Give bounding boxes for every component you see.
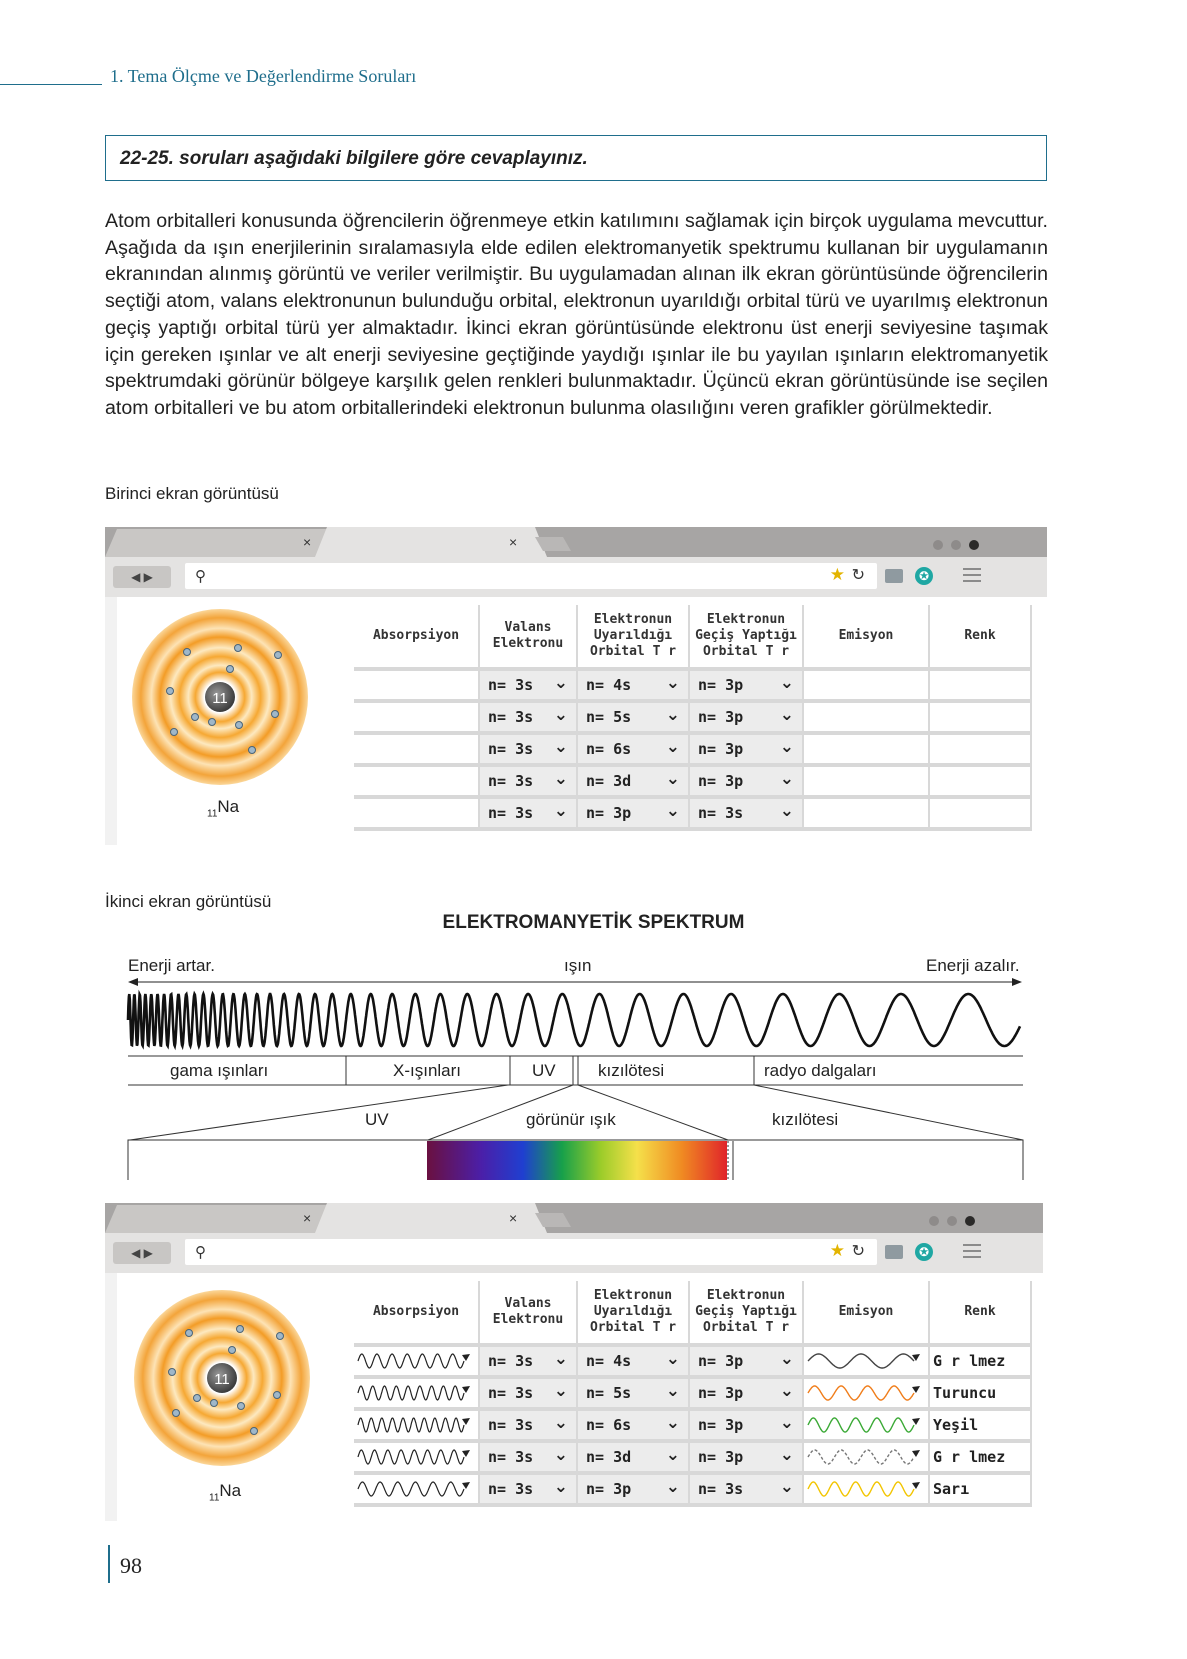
- page-number: 98: [120, 1553, 142, 1578]
- table-header: Emisyon: [804, 1281, 930, 1347]
- valence-select[interactable]: n= 3s ⌄: [480, 1475, 578, 1507]
- electron: [238, 1403, 245, 1410]
- valence-select[interactable]: n= 3s ⌄: [480, 1379, 578, 1411]
- browser-window-first: [105, 527, 1047, 845]
- address-input[interactable]: [185, 1239, 877, 1265]
- excited-orbital-select[interactable]: n= 3d ⌄: [578, 1443, 690, 1475]
- table-header: Absorpsiyon: [354, 605, 480, 671]
- window-dot[interactable]: [933, 540, 943, 550]
- excited-orbital-select[interactable]: n= 3d ⌄: [578, 767, 690, 799]
- table-header: Emisyon: [804, 605, 930, 671]
- table-header: Elektronun Geçiş Yaptığı Orbital T r: [690, 605, 804, 671]
- emission-cell[interactable]: [804, 799, 930, 831]
- electron: [249, 747, 256, 754]
- transition-orbital-select[interactable]: n= 3p ⌄: [690, 671, 804, 703]
- band-label-gamma: gama ışınları: [170, 1061, 269, 1080]
- content-side-strip: [105, 1273, 117, 1521]
- sodium-atom-model: [130, 607, 310, 787]
- zoom-label-visible: görünür ışık: [526, 1110, 616, 1129]
- search-icon: ⚲: [195, 568, 206, 585]
- page-header-title: 1. Tema Ölçme ve Değerlendirme Soruları: [110, 66, 417, 86]
- address-toolbar: [105, 1233, 1043, 1273]
- window-controls[interactable]: [925, 537, 979, 555]
- nucleus-label: 11: [212, 690, 228, 707]
- energy-arrow-right-head: [1012, 978, 1022, 986]
- tab-close-icon[interactable]: ×: [509, 534, 518, 550]
- content-side-strip: [105, 597, 117, 845]
- table-header: Elektronun Geçiş Yaptığı Orbital T r: [690, 1281, 804, 1347]
- electron: [194, 1395, 201, 1402]
- transition-orbital-select[interactable]: n= 3p ⌄: [690, 1347, 804, 1379]
- question-box-text: 22-25. soruları aşağıdaki bilgilere göre cevaplayınız.: [120, 148, 588, 169]
- extension-badge-icon[interactable]: ✪: [915, 1243, 933, 1261]
- color-cell[interactable]: [930, 799, 1032, 831]
- electron: [209, 719, 216, 726]
- zoom-label-uv: UV: [365, 1110, 389, 1129]
- transition-orbital-select[interactable]: n= 3p ⌄: [690, 767, 804, 799]
- header-rule: [0, 84, 102, 85]
- valence-select[interactable]: n= 3s ⌄: [480, 735, 578, 767]
- transition-orbital-select[interactable]: n= 3s ⌄: [690, 1475, 804, 1507]
- electron: [169, 1369, 176, 1376]
- zoom-line: [130, 1085, 508, 1140]
- band-label-uv: UV: [532, 1061, 556, 1080]
- excited-orbital-select[interactable]: n= 6s ⌄: [578, 1411, 690, 1443]
- search-icon: ⚲: [195, 1244, 206, 1261]
- table-header: Renk: [930, 605, 1032, 671]
- transition-orbital-select[interactable]: n= 3p ⌄: [690, 735, 804, 767]
- transition-orbital-select[interactable]: n= 3p ⌄: [690, 1443, 804, 1475]
- color-cell: Yeşil: [930, 1411, 1032, 1443]
- emission-cell: [804, 1379, 930, 1411]
- energy-arrow-left-head: [128, 978, 138, 986]
- absorption-cell: [354, 1475, 480, 1507]
- color-cell[interactable]: [930, 735, 1032, 767]
- table-header: Valans Elektronu: [480, 605, 578, 671]
- electron: [192, 714, 199, 721]
- absorption-wave: [356, 1351, 474, 1371]
- electron: [275, 652, 282, 659]
- window-dot[interactable]: [965, 1216, 975, 1226]
- table-header: Elektronun Uyarıldığı Orbital T r: [578, 1281, 690, 1347]
- excited-orbital-select[interactable]: n= 4s ⌄: [578, 671, 690, 703]
- energy-decreases-label: Enerji azalır.: [926, 956, 1020, 975]
- reload-icon[interactable]: ↻: [851, 567, 865, 584]
- address-toolbar: [105, 557, 1047, 597]
- table-row: [354, 1475, 1032, 1507]
- electron: [237, 1326, 244, 1333]
- emission-wave: [806, 1383, 924, 1403]
- transition-orbital-select[interactable]: n= 3p ⌄: [690, 1411, 804, 1443]
- emission-cell: [804, 1475, 930, 1507]
- zoom-label-infrared: kızılötesi: [772, 1110, 839, 1129]
- back-forward-buttons[interactable]: ◀ ▶: [113, 566, 171, 588]
- window-dot[interactable]: [951, 540, 961, 550]
- electron: [173, 1410, 180, 1417]
- electron: [167, 688, 174, 695]
- absorption-cell[interactable]: [354, 735, 480, 767]
- absorption-cell: [354, 1411, 480, 1443]
- caption-second-screen: İkinci ekran görüntüsü: [105, 892, 272, 911]
- emission-wave: [806, 1479, 924, 1499]
- reload-icon[interactable]: ↻: [851, 1243, 865, 1260]
- emission-cell: [804, 1411, 930, 1443]
- absorption-cell[interactable]: [354, 703, 480, 735]
- emission-cell: [804, 1443, 930, 1475]
- absorption-cell: [354, 1347, 480, 1379]
- intro-paragraph: Atom orbitalleri konusunda öğrencilerin öğrenmeye etkin katılımını sağlamak için birçok uygulama mevcuttur. Aşağıda da ışın enerjilerinin sıralamasıyla elde edilen elektromanyetik spektrumu kullanan bir uygulamanın ekranından alınmış görüntü ve veriler verilmiştir. Bu uygulamadan alınan ilk ekran görüntüsünde öğrencilerin seçtiği atom, valans elektronunun bulunduğu orbital, elektronun uyarıldığı orbital türü ve uyarılmış elektronun geçiş yaptığı orbital türü yer almaktadır. İkinci ekran görüntüsünde elektronu üst enerji seviyesine taşımak için gereken ışınlar ve alt enerji seviyesine geçtiğinde yaydığı ışınlar ile bu yayılan ışınların elektromanyetik spektrumdaki görünür bölgeye karşılık gelen renkleri bulunmaktadır. Üçüncü ekran görüntüsünde ise seçilen atom orbitalleri ve bu atom orbitallerindeki elektronun bulunma olasılığını veren grafikler görülmektedir.: [105, 210, 1048, 419]
- extension-badge-icon[interactable]: ✪: [915, 567, 933, 585]
- back-forward-buttons[interactable]: ◀ ▶: [113, 1242, 171, 1264]
- app-content: [117, 1273, 1043, 1521]
- question-box: [105, 135, 1047, 181]
- tab-bar: [105, 527, 1047, 557]
- absorption-wave: [356, 1415, 474, 1435]
- window-dot[interactable]: [947, 1216, 957, 1226]
- electron: [211, 1400, 218, 1407]
- emission-wave: [806, 1415, 924, 1435]
- color-cell[interactable]: [930, 767, 1032, 799]
- color-cell: G r lmez: [930, 1443, 1032, 1475]
- spectrum-wave: [128, 994, 1020, 1046]
- page-number-rule: [108, 1545, 110, 1583]
- excited-orbital-select[interactable]: n= 3p ⌄: [578, 1475, 690, 1507]
- electron: [171, 729, 178, 736]
- absorption-wave: [356, 1447, 474, 1467]
- electron: [277, 1333, 284, 1340]
- emission-wave: [806, 1447, 924, 1467]
- valence-select[interactable]: n= 3s ⌄: [480, 1443, 578, 1475]
- valence-select[interactable]: n= 3s ⌄: [480, 1411, 578, 1443]
- menu-icon[interactable]: [963, 1244, 981, 1262]
- color-cell[interactable]: [930, 703, 1032, 735]
- absorption-cell[interactable]: [354, 799, 480, 831]
- tab-close-icon[interactable]: ×: [303, 1210, 312, 1226]
- absorption-wave: [356, 1479, 474, 1499]
- table-header: Elektronun Uyarıldığı Orbital T r: [578, 605, 690, 671]
- address-input[interactable]: [185, 563, 877, 589]
- emission-wave: [806, 1351, 924, 1371]
- valence-select[interactable]: n= 3s ⌄: [480, 1347, 578, 1379]
- emission-cell[interactable]: [804, 767, 930, 799]
- ray-label: ışın: [564, 956, 592, 975]
- browser-window-second: [105, 1203, 1043, 1521]
- excited-orbital-select[interactable]: n= 5s ⌄: [578, 703, 690, 735]
- emission-cell: [804, 1347, 930, 1379]
- electron: [251, 1428, 258, 1435]
- absorption-wave: [356, 1383, 474, 1403]
- color-cell: G r lmez: [930, 1347, 1032, 1379]
- electron: [227, 666, 234, 673]
- spectrum-title: ELEKTROMANYETİK SPEKTRUM: [442, 912, 745, 933]
- excited-orbital-select[interactable]: n= 6s ⌄: [578, 735, 690, 767]
- valence-select[interactable]: n= 3s ⌄: [480, 799, 578, 831]
- window-dot[interactable]: [929, 1216, 939, 1226]
- electron: [272, 711, 279, 718]
- tab-shapes: [105, 1203, 1047, 1233]
- excited-orbital-select[interactable]: n= 4s ⌄: [578, 1347, 690, 1379]
- emission-cell[interactable]: [804, 671, 930, 703]
- tab-close-icon[interactable]: ×: [509, 1210, 518, 1226]
- band-label-infrared: kızılötesi: [598, 1061, 665, 1080]
- table-row: [354, 735, 1032, 767]
- valence-select[interactable]: n= 3s ⌄: [480, 703, 578, 735]
- valence-select[interactable]: n= 3s ⌄: [480, 671, 578, 703]
- visible-light-gradient: [427, 1141, 727, 1180]
- table-row: [354, 1443, 1032, 1475]
- color-cell[interactable]: [930, 671, 1032, 703]
- table-row: [354, 671, 1032, 703]
- table-header: Absorpsiyon: [354, 1281, 480, 1347]
- caption-first-screen: Birinci ekran görüntüsü: [105, 484, 279, 503]
- table-row: [354, 1411, 1032, 1443]
- electron: [236, 722, 243, 729]
- atom-symbol-label: $_{11}$Na: [207, 797, 240, 820]
- excited-orbital-select[interactable]: n= 5s ⌄: [578, 1379, 690, 1411]
- band-label-radio: radyo dalgaları: [764, 1061, 877, 1080]
- absorption-cell[interactable]: [354, 671, 480, 703]
- table-row: [354, 1379, 1032, 1411]
- electron: [274, 1392, 281, 1399]
- extension-icon[interactable]: [885, 1245, 903, 1259]
- table-row: [354, 703, 1032, 735]
- window-dot[interactable]: [969, 540, 979, 550]
- window-controls[interactable]: [921, 1213, 975, 1231]
- orbital-table: [354, 605, 1032, 831]
- tab-close-icon[interactable]: ×: [303, 534, 312, 550]
- color-cell: Sarı: [930, 1475, 1032, 1507]
- electron: [186, 1330, 193, 1337]
- absorption-cell[interactable]: [354, 767, 480, 799]
- absorption-cell: [354, 1379, 480, 1411]
- electron: [229, 1347, 236, 1354]
- app-content: [117, 597, 1047, 845]
- transition-orbital-select[interactable]: n= 3p ⌄: [690, 703, 804, 735]
- valence-select[interactable]: n= 3s ⌄: [480, 767, 578, 799]
- excited-orbital-select[interactable]: n= 3p ⌄: [578, 799, 690, 831]
- band-label-xray: X-ışınları: [393, 1061, 462, 1080]
- electron: [184, 649, 191, 656]
- sodium-atom-model: [132, 1288, 312, 1468]
- menu-icon[interactable]: [963, 568, 981, 586]
- absorption-cell: [354, 1443, 480, 1475]
- nucleus-label: 11: [214, 1371, 230, 1388]
- electron: [235, 645, 242, 652]
- tab-bar: [105, 1203, 1043, 1233]
- transition-orbital-select[interactable]: n= 3p ⌄: [690, 1379, 804, 1411]
- table-row: [354, 767, 1032, 799]
- star-icon[interactable]: ★: [829, 1241, 845, 1260]
- emission-cell[interactable]: [804, 703, 930, 735]
- extension-icon[interactable]: [885, 569, 903, 583]
- table-header: Valans Elektronu: [480, 1281, 578, 1347]
- table-header: Renk: [930, 1281, 1032, 1347]
- color-cell: Turuncu: [930, 1379, 1032, 1411]
- tab-shapes: [105, 527, 1047, 557]
- emission-cell[interactable]: [804, 735, 930, 767]
- transition-orbital-select[interactable]: n= 3s ⌄: [690, 799, 804, 831]
- table-row: [354, 799, 1032, 831]
- atom-symbol-label: $_{11}$Na: [209, 1481, 242, 1504]
- star-icon[interactable]: ★: [829, 565, 845, 584]
- orbital-table-filled: [354, 1281, 1032, 1507]
- table-row: [354, 1347, 1032, 1379]
- energy-increases-label: Enerji artar.: [128, 956, 215, 975]
